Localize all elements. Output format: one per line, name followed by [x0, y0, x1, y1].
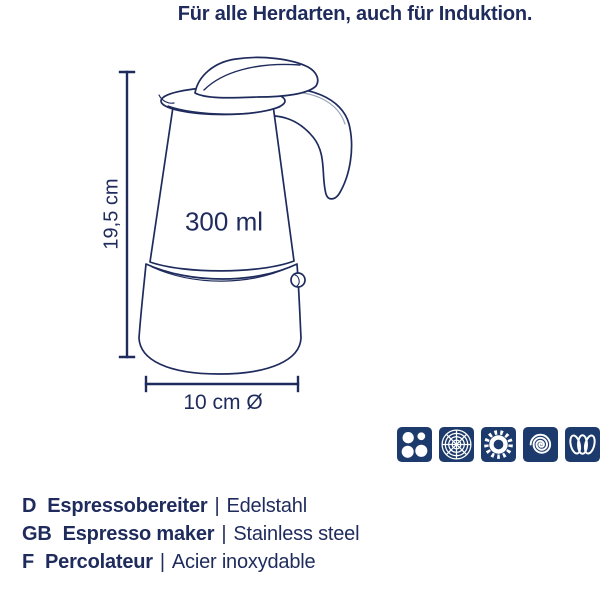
electric-coil-hob-icon: [523, 427, 558, 462]
pot-lower-body: [139, 264, 301, 374]
pot-upper-body: [150, 105, 294, 271]
hob-compatibility-icons: [397, 427, 600, 462]
pot-lid-knob: [195, 57, 318, 97]
list-item: [22, 548, 359, 576]
product-material: Acier inoxydable: [171, 551, 316, 573]
product-names-block: [22, 492, 359, 576]
volume-label: 300 ml: [184, 206, 264, 237]
list-item: [22, 492, 359, 520]
height-label: 19,5 cm: [100, 178, 123, 250]
product-name: Espressobereiter: [47, 495, 208, 517]
diameter-label: 10 cm Ø: [183, 391, 263, 414]
separator: |: [159, 551, 165, 573]
separator: |: [221, 523, 227, 545]
page-title: Für alle Herdarten, auch für Induktion.: [177, 3, 533, 25]
ceramic-hob-icon: [397, 427, 432, 462]
product-material: Stainless steel: [233, 523, 360, 545]
induction-hob-icon: [565, 427, 600, 462]
product-name: Espresso maker: [62, 523, 215, 545]
language-code: F: [22, 551, 35, 573]
product-material: Edelstahl: [226, 495, 307, 517]
language-code: D: [22, 495, 37, 517]
halogen-hob-icon: [439, 427, 474, 462]
safety-valve-icon: [291, 273, 305, 287]
product-name: Percolateur: [45, 551, 153, 573]
list-item: [22, 520, 359, 548]
diameter-dimension-line: [146, 377, 298, 391]
gas-hob-icon: [481, 427, 516, 462]
separator: |: [214, 495, 220, 517]
language-code: GB: [22, 523, 52, 545]
